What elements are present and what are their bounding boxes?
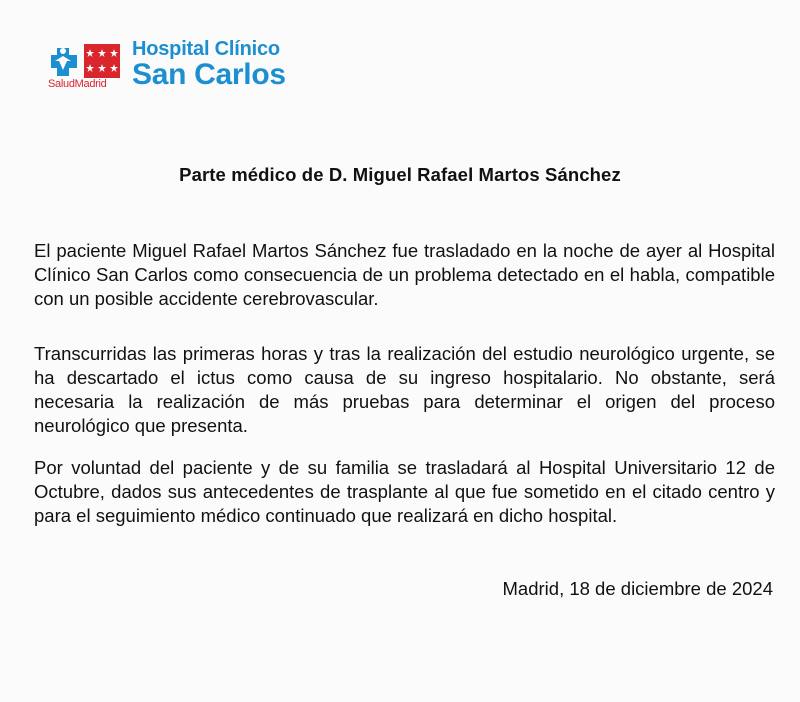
- paragraph-2: Transcurridas las primeras horas y tras la realización del estudio neurológico urgente, se ha descartado el ictus como causa de su ingreso hospitalario. No obstante, será necesaria la realización de más pruebas para determinar el origen del proceso neurológico que presenta.: [34, 343, 775, 436]
- paragraph-1: El paciente Miguel Rafael Martos Sánchez fue trasladado en la noche de ayer al Hospital Clínico San Carlos como consecuencia de un problema detectado en el habla, compatible con un posible accidente cerebrovascular.: [34, 240, 775, 309]
- saludmadrid-wordmark: SaludMadrid: [48, 78, 107, 90]
- hospital-name-line1: Hospital Clínico: [132, 38, 280, 60]
- document-date: Madrid, 18 de diciembre de 2024: [502, 578, 773, 599]
- hospital-name-line2: San Carlos: [132, 58, 286, 91]
- paragraph-3: Por voluntad del paciente y de su familia se trasladará al Hospital Universitario 12 de Octubre, dados sus antecedentes de trasplante al que fue sometido en el citado centro y para el seguimiento médico continuado que realizará en dicho hospital.: [34, 457, 775, 526]
- hospital-logo: [46, 36, 316, 96]
- document-title: Parte médico de D. Miguel Rafael Martos Sánchez: [179, 164, 621, 185]
